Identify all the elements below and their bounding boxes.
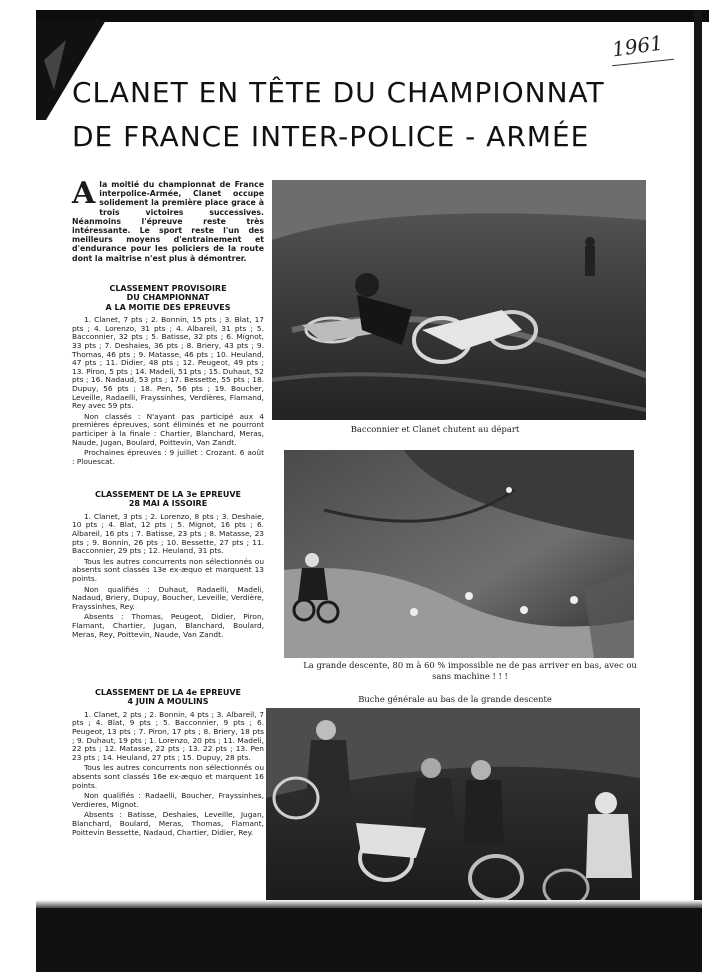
- scan-bottom-border: [36, 908, 702, 972]
- section-heading: 4 JUIN A MOULINS: [127, 697, 209, 707]
- photo-caption: Buche générale au bas de la grande descente: [358, 694, 552, 704]
- standings-paragraph: Absents : Thomas, Peugeot, Didier, Piron, Flamant, Chartier, Jugan, Blanchard, Boulard, Meras, Rey, Poittevin, Naude, Van Zandt.: [72, 612, 264, 639]
- photo-caption: La grande descente, 80 m à 60 % impossible ne de pas arriver en bas, avec ou sans machine ! ! !: [303, 660, 637, 681]
- standings-paragraph: Tous les autres concurrents non sélectionnés ou absents sont classés 13e ex-æquo et marquent 13 points.: [72, 556, 264, 583]
- handwritten-year: 1961: [610, 30, 665, 62]
- headline-line-1: CLANET EN TÊTE DU CHAMPIONNAT: [72, 76, 605, 109]
- intro-text: la moitié du championnat de France interpolice-Armée, Clanet occupe solidement la première place grace à trois victoires successives. Néanmoins l'épreuve reste très intéressante. Le sport reste l'un des meilleurs moyens d'entrainement et d'endurance pour les policiers de la route dont la maitrise n'est plus à démontrer.: [72, 180, 264, 263]
- standings-paragraph: Prochaines épreuves : 9 juillet : Crozant. 6 août : Plouescat.: [72, 448, 264, 466]
- section-heading: 28 MAI A ISSOIRE: [128, 499, 208, 509]
- photo-caption: Bacconnier et Clanet chutent au départ: [350, 424, 520, 434]
- photo-big-descent: [284, 450, 634, 658]
- headline-line-2: DE FRANCE INTER-POLICE - ARMÉE: [72, 120, 590, 153]
- standings-paragraph: Non qualifiés : Duhaut, Radaelli, Madeli, Nadaud, Briery, Dupuy, Boucher, Leveille, Verdière, Frayssinhes, Rey.: [72, 584, 264, 611]
- section-third-round: [72, 490, 264, 641]
- section-fourth-round: [72, 688, 264, 839]
- scan-top-border: [36, 10, 709, 22]
- section-provisional-standings: [72, 284, 264, 468]
- standings-paragraph: 1. Clanet, 7 pts ; 2. Bonnin, 15 pts ; 3. Blat, 17 pts ; 4. Lorenzo, 31 pts ; 4. Albareil, 31 pts ; 5. Bacconnier, 32 pts ; 5. Batisse, 32 pts ; 6. Mignot, 33 pts ; 7. Deshaies, 36 pts ; 8. Briery, 43 pts ; 9. Thomas, 46 pts ; 9. Matasse, 46 pts ; 10. Heuland, 47 pts ; 11. Didier, 48 pts ; 12. Peugeot, 49 pts ; 13. Piron, 5 pts ; 14. Madeli, 51 pts ; 15. Duhaut, 52 pts ; 16. Nadaud, 53 pts ; 17. Bessette, 55 pts ; 18. Dupuy, 56 pts ; 18. Pen, 56 pts ; 19. Boucher, Leveille, Radaelli, Frayssinhes, Verdières, Flamand, Rey avec 59 pts.: [72, 315, 264, 411]
- section-heading: CLASSEMENT DE LA 4e EPREUVE: [95, 688, 241, 697]
- photo-pileup-at-bottom: [266, 708, 640, 908]
- standings-paragraph: Tous les autres concurrents non sélectionnés ou absents sont classés 16e ex-æquo et marquent 16 points.: [72, 763, 264, 790]
- photo-crash-at-start: [272, 180, 646, 420]
- drop-cap: A: [72, 176, 96, 211]
- standings-paragraph: 1. Clanet, 2 pts ; 2. Bonnin, 4 pts ; 3. Albareil, 7 pts ; 4. Blat, 9 pts ; 5. Bacconnier, 9 pts ; 6. Peugeot, 13 pts ; 7. Piron, 17 pts ; 8. Briery, 18 pts ; 9. Duhaut, 19 pts ; 1. Lorenzo, 20 pts ; 11. Madeli, 22 pts ; 12. Matasse, 22 pts ; 13. 22 pts ; 13. Pen 23 pts ; 14. Heuland, 27 pts ; 15. Dupuy, 28 pts.: [72, 709, 264, 762]
- section-heading: CLASSEMENT DE LA 3e EPREUVE: [95, 490, 241, 499]
- standings-paragraph: Non qualifiés : Radaelli, Boucher, Frayssinhes, Verdieres, Mignot.: [72, 791, 264, 809]
- intro-paragraph: [72, 176, 264, 263]
- section-heading: DU CHAMPIONNAT: [126, 293, 210, 303]
- section-heading: A LA MOITIE DES EPREUVES: [105, 302, 231, 312]
- standings-paragraph: Absents : Batisse, Deshaies, Leveille, Jugan, Blanchard, Boulard, Meras, Thomas, Flamant, Poittevin Bessette, Nadaud, Chartier, Didier, Rey.: [72, 810, 264, 837]
- scan-right-border: [694, 10, 702, 970]
- standings-paragraph: 1. Clanet, 3 pts ; 2. Lorenzo, 8 pts ; 3. Deshaie, 10 pts ; 4. Blat, 12 pts ; 5. Mignot, 16 pts ; 6. Albareil, 16 pts ; 7. Batisse, 23 pts ; 8. Matasse, 23 pts ; 9. Bonnin, 26 pts ; 10. Bessette, 27 pts ; 11. Bacconnier, 29 pts ; 12. Heuland, 31 pts.: [72, 511, 264, 556]
- section-heading: CLASSEMENT PROVISOIRE: [109, 284, 227, 293]
- standings-paragraph: Non classés : N'ayant pas participé aux 4 premières épreuves, sont éliminés et ne pourront participer à la finale : Chartier, Blanchard, Meras, Naude, Jugan, Boulard, Poittevin, Van Zandt.: [72, 411, 264, 447]
